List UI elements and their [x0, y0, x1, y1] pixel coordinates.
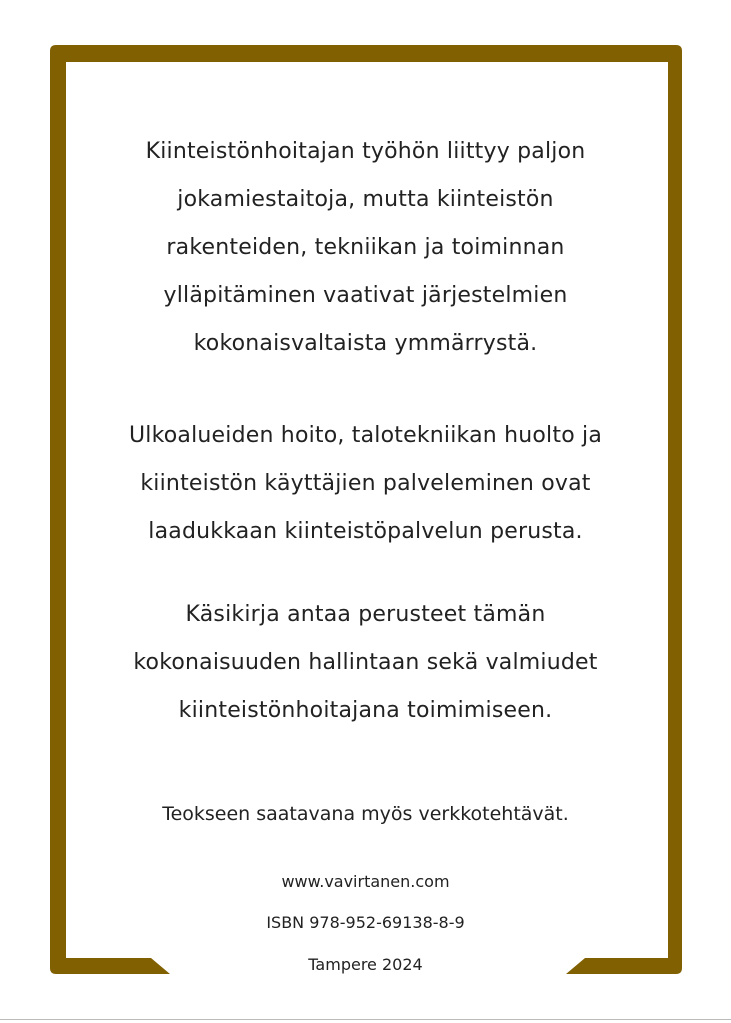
paragraph-1 — [80, 128, 651, 368]
online-exercises-note: Teokseen saatavana myös verkkotehtävät. — [162, 803, 569, 825]
page-edge-line — [0, 1019, 731, 1020]
paragraph-3-line: kokonaisuuden hallintaan sekä valmiudet — [133, 650, 598, 675]
paragraph-1-line: kokonaisvaltaista ymmärrystä. — [193, 331, 538, 356]
paragraph-3 — [80, 591, 651, 735]
paragraph-1-line: jokamiestaitoja, mutta kiinteistön — [177, 187, 554, 212]
paragraph-2-line: kiinteistön käyttäjien palveleminen ovat — [140, 471, 591, 496]
paragraph-3-line: kiinteistönhoitajana toimimiseen. — [178, 698, 553, 723]
website-link[interactable]: www.vavirtanen.com — [281, 872, 450, 891]
place-year-text: Tampere 2024 — [308, 955, 423, 974]
paragraph-3-line: Käsikirja antaa perusteet tämän — [185, 602, 546, 627]
paragraph-2-line: Ulkoalueiden hoito, talotekniikan huolto ja — [128, 423, 603, 448]
isbn-text: ISBN 978-952-69138-8-9 — [266, 913, 465, 932]
paragraph-1-line: Kiinteistönhoitajan työhön liittyy paljon — [145, 139, 586, 164]
paragraph-2-line: laadukkaan kiinteistöpalvelun perusta. — [148, 519, 583, 544]
paragraph-1-line: rakenteiden, tekniikan ja toiminnan — [166, 235, 565, 260]
paragraph-1-line: ylläpitäminen vaativat järjestelmien — [163, 283, 568, 308]
paragraph-2 — [80, 412, 651, 556]
